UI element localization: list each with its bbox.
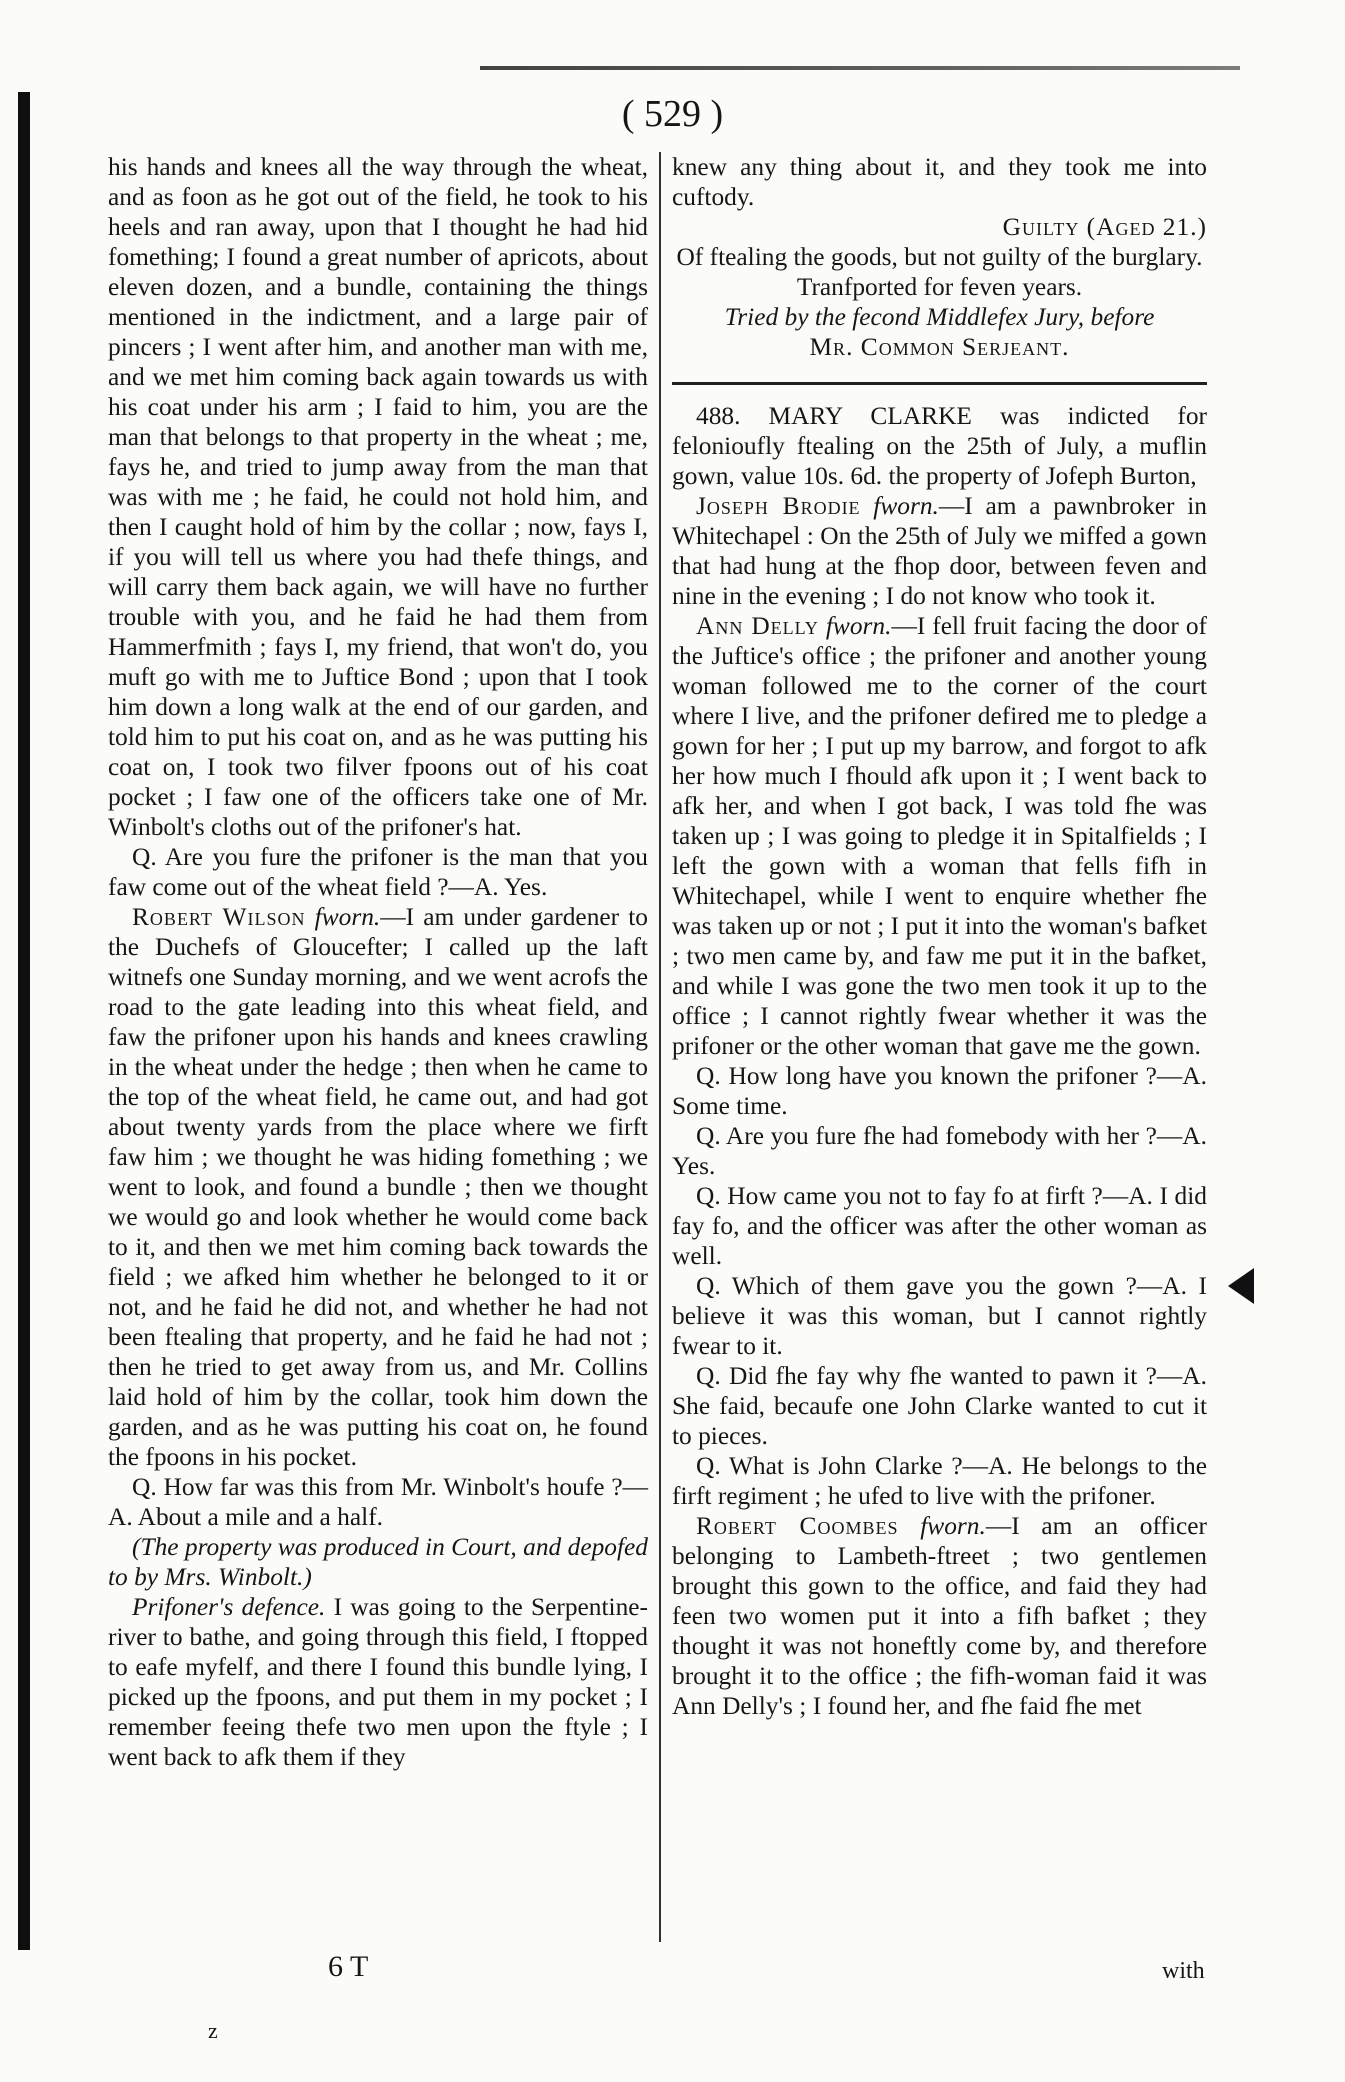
witness-testimony (108, 902, 648, 1472)
question-answer: Q. How long have you known the prifoner ?—A. Some time. (672, 1062, 1207, 1120)
left-column (108, 152, 648, 1772)
testimony-text: —I am an officer belonging to Lambeth-ftreet ; two gentlemen brought this gown to the office, and faid they had feen two women put it into a fifh bafket ; they thought it was not honeftly come by, and therefore brought it to the office ; the fifh-woman faid it was Ann Delly's ; I found her, and fhe faid fhe met (672, 1512, 1207, 1720)
sworn-label: fworn. (825, 612, 892, 640)
question-answer: Q. How far was this from Mr. Winbolt's houfe ?—A. About a mile and a half. (108, 1473, 648, 1531)
witness-name: Joseph Brodie (696, 492, 861, 520)
witness-name: Robert Wilson (132, 903, 306, 931)
binding-edge (18, 92, 30, 1950)
witness-testimony (672, 491, 1207, 611)
testimony-continuation: knew any thing about it, and they took me into cuftody. (672, 153, 1207, 211)
tried-by: Tried by the fecond Middlefex Jury, before (724, 303, 1155, 331)
witness-name: Robert Coombes (696, 1512, 899, 1540)
pointer-mark-icon (1228, 1268, 1254, 1304)
testimony-text: —I fell fruit facing the door of the Juftice's office ; the prifoner and another young woman followed me to the corner of the court where I live, and the prifoner defired me to pledge a gown for her ; I put up my barrow, and forgot to afk her how much I fhould afk upon it ; I went back to afk her, and when I got back, I was told fhe was taken up ; I was going to pledge it in Spitalfields ; I left the gown with a woman that fells fifh in Whitechapel, while I went to enquire whether fhe was taken up or not ; I put it into the woman's bafket ; two men came by, and faw me put it in the bafket, and while I was gone the two men took it up to the office ; I cannot rightly fwear whether it was the prifoner or the other woman that gave me the gown. (672, 612, 1207, 1060)
case-separator (672, 382, 1207, 385)
question-answer: Q. What is John Clarke ?—A. He belongs to the firft regiment ; he ufed to live with the prifoner. (672, 1452, 1207, 1510)
catchword: with (1162, 1958, 1205, 1984)
question-answer: Q. Are you fure the prifoner is the man that you faw come out of the wheat field ?—A. Yes. (108, 843, 648, 901)
margin-mark: z (208, 2018, 218, 2043)
question-answer: Q. How came you not to fay fo at firft ?—A. I did fay fo, and the officer was after the other woman as well. (672, 1182, 1207, 1270)
witness-testimony (672, 611, 1207, 1061)
prisoner-defence (108, 1592, 648, 1772)
sworn-label: fworn. (873, 492, 939, 520)
testimony-text: —I am under gardener to the Duchefs of Gloucefter; I called up the laft witnefs one Sunday morning, and we went acrofs the road to the gate leading into this wheat field, and faw the prifoner upon his hands and knees crawling in the wheat under the hedge ; then when he came to the top of the wheat field, he came out, and had got about twenty yards from the place where we firft faw him ; we thought he was hiding fomething ; we went to look, and found a bundle ; then we thought we would go and look whether he would come back to it, and then we met him coming back towards the field ; we afked him whether he belonged to it or not, and he faid he did not, and whether he had not been ftealing that property, and he faid he had not ; then he tried to get away from us, and Mr. Collins laid hold of him by the collar, took him down the garden, and as he was putting his coat on, he found the fpoons in his pocket. (108, 903, 648, 1471)
column-divider (659, 152, 661, 1942)
defence-text: I was going to the Serpentine-river to bathe, and going through this field, I ftopped to eafe myfelf, and there I found this bundle lying, I picked up the fpoons, and put them in my pocket ; I remember feeing thefe two men upon the ftyle ; I went back to afk them if they (108, 1593, 649, 1771)
page-number: ( 529 ) (621, 93, 724, 135)
defence-label: Prifoner's defence. (132, 1593, 326, 1621)
sworn-label: fworn. (920, 1512, 986, 1540)
verdict: Guilty (Aged 21.) (1002, 213, 1207, 241)
verdict-detail: Of ftealing the goods, but not guilty of the burglary. (676, 243, 1203, 271)
case-intro: 488. MARY CLARKE was indicted for felonioufly ftealing on the 25th of July, a muflin gown, value 10s. 6d. the property of Jofeph Burton, (672, 402, 1207, 490)
witness-name: Ann Delly (696, 612, 819, 640)
question-answer: Q. Which of them gave you the gown ?—A. I believe it was this woman, but I cannot rightly fwear to it. (672, 1272, 1207, 1360)
sentence: Tranfported for feven years. (796, 273, 1083, 301)
top-rule (480, 66, 1240, 70)
witness-testimony (672, 1511, 1207, 1721)
right-column (672, 152, 1207, 1721)
question-answer: Q. Are you fure fhe had fomebody with her ?—A. Yes. (672, 1122, 1207, 1180)
court-note: (The property was produced in Court, and depofed to by Mrs. Winbolt.) (108, 1533, 648, 1591)
testimony-paragraph: his hands and knees all the way through the wheat, and as foon as he got out of the field, he took to his heels and ran away, upon that I thought he had hid fomething; I found a great number of apricots, about eleven dozen, and a bundle, containing the things mentioned in the indictment, and a large pair of pincers ; I went after him, and another man with me, and we met him coming back again towards us with his coat under his arm ; I faid to him, you are the man that belongs to that property in the wheat ; me, fays he, and tried to jump away from the man that was with me ; he faid, he could not hold him, and then I caught hold of him by the collar ; now, fays I, if you will tell us where you had thefe things, and will carry them back again, we will have no further trouble with you, and he faid he had them from Hammerfmith ; fays I, my friend, that won't do, you muft go with me to Juftice Bond ; upon that I took him down a long walk at the end of our garden, and told him to put his coat on, and as he was putting his coat on, I took two filver fpoons out of his coat pocket ; I faw one of the officers take one of Mr. Winbolt's cloths out of the prifoner's hat. (108, 153, 648, 841)
judge: Mr. Common Serjeant. (809, 333, 1070, 361)
signature-mark: 6 T (328, 1950, 369, 1983)
question-answer: Q. Did fhe fay why fhe wanted to pawn it ?—A. She faid, becaufe one John Clarke wanted to cut it to pieces. (672, 1362, 1207, 1450)
sworn-label: fworn. (314, 903, 381, 931)
testimony-text: —I am a pawnbroker in Whitechapel : On the 25th of July we miffed a gown that had hung at the fhop door, between feven and nine in the evening ; I do not know who took it. (672, 492, 1207, 610)
